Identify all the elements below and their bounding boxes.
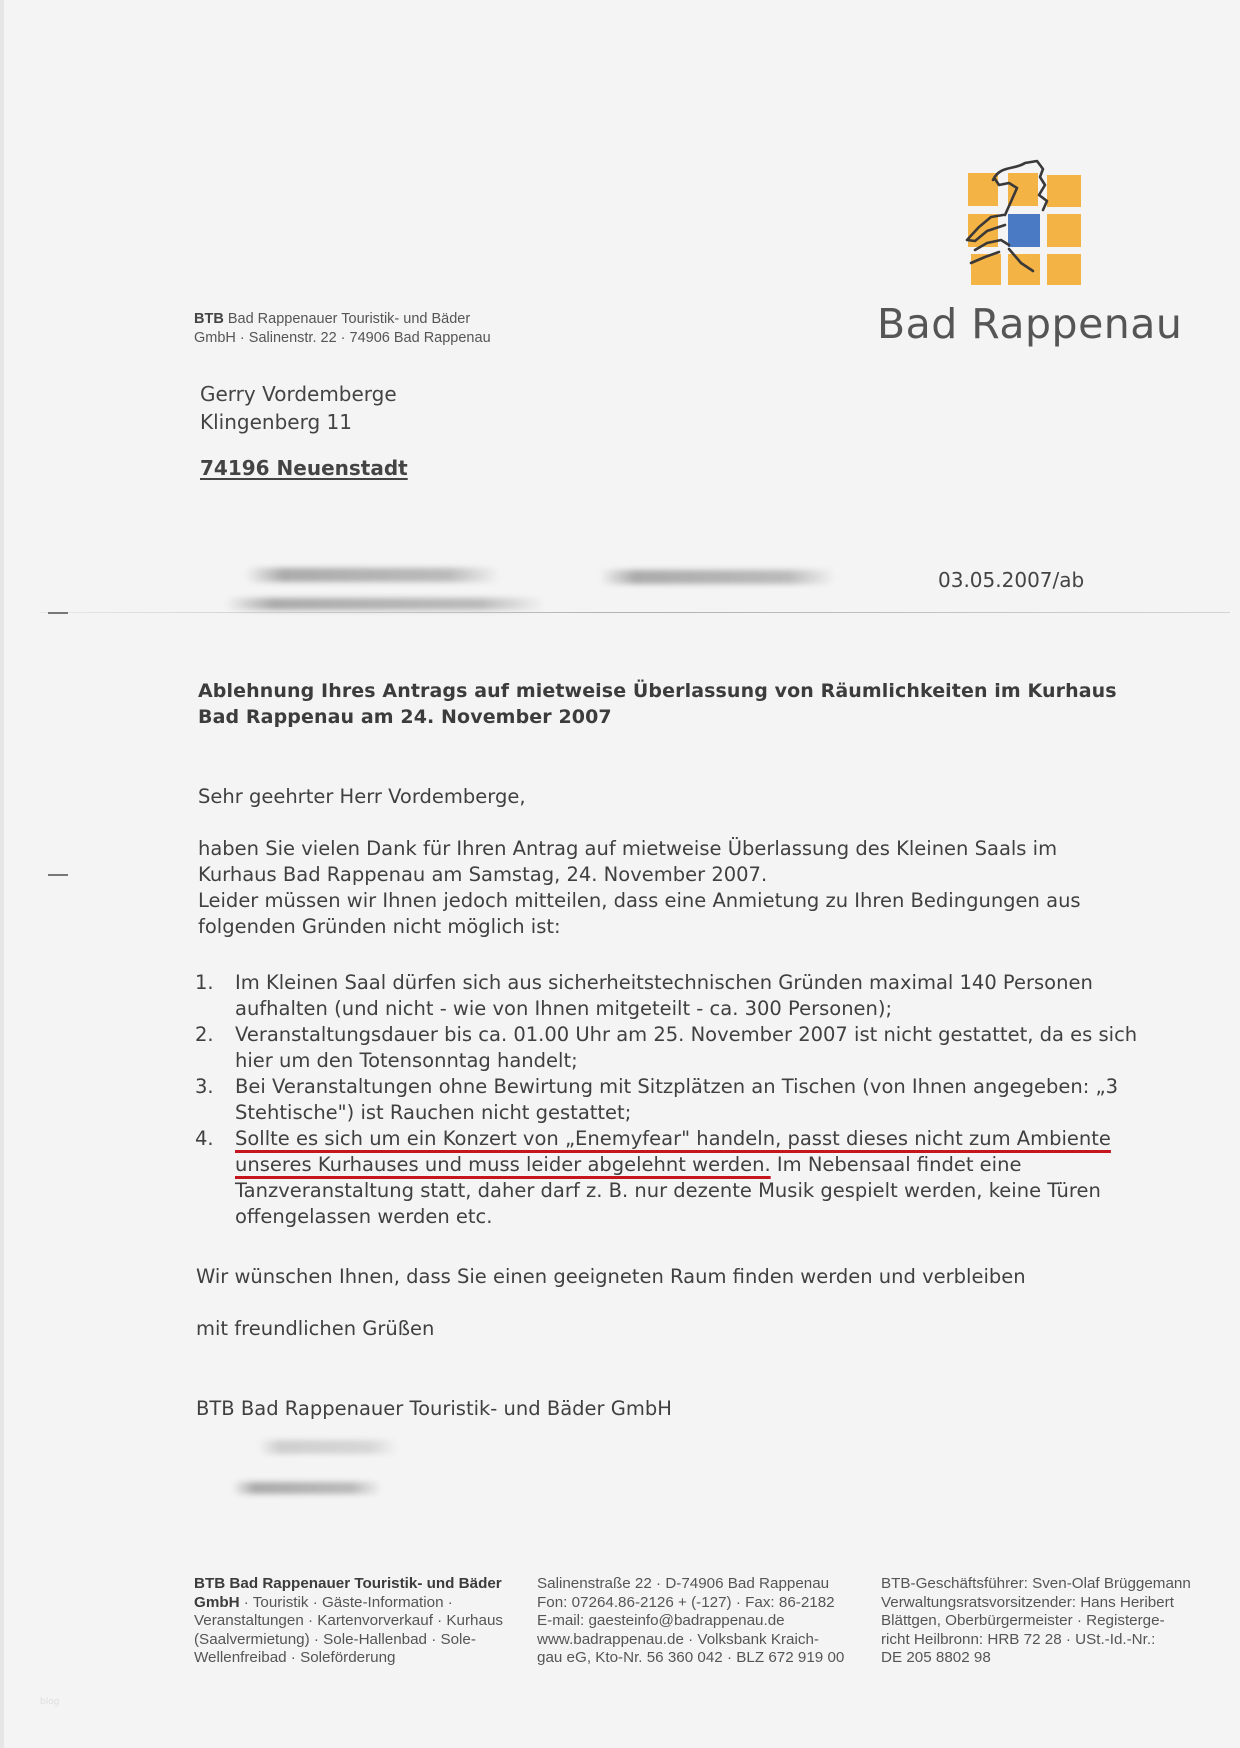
recipient-street: Klingenberg 11 bbox=[200, 410, 352, 434]
intro-line: haben Sie vielen Dank für Ihren Antrag auf mietweise Überlassung des Kleinen Saals im bbox=[198, 837, 1058, 860]
intro-line: folgenden Gründen nicht möglich ist: bbox=[198, 915, 561, 938]
footer-company-name: BTB Bad Rappenauer Touristik- und Bäder GmbH bbox=[194, 1575, 502, 1611]
brand-wordmark: Bad Rappenau bbox=[877, 300, 1183, 348]
footer-email: E-mail: gaesteinfo@badrappenau.de bbox=[537, 1612, 785, 1629]
reason-number: 3. bbox=[195, 1075, 214, 1098]
red-underlined-text: Sollte es sich um ein Konzert von „Enemyfear" handeln, passt dieses nicht zum Ambiente unseres Kurhauses und muss leider abgelehnt werden. bbox=[235, 1127, 1111, 1176]
redacted-signature bbox=[258, 1440, 398, 1454]
footer-address: Salinenstraße 22 · D-74906 Bad Rappenau bbox=[537, 1575, 830, 1592]
footer-legal-line: DE 205 8802 98 bbox=[881, 1649, 991, 1666]
footer-company-services bbox=[194, 1575, 514, 1668]
reason-item bbox=[195, 1126, 1155, 1230]
footer-phone-fax: Fon: 07264.86-2126 + (-127) · Fax: 86-2182 bbox=[537, 1593, 835, 1611]
sender-line-1: Bad Rappenauer Touristik- und Bäder bbox=[223, 311, 471, 327]
reason-number: 1. bbox=[195, 971, 214, 994]
fold-line bbox=[40, 612, 1230, 613]
recipient-name: Gerry Vordemberge bbox=[200, 382, 397, 406]
salutation: Sehr geehrter Herr Vordemberge, bbox=[198, 785, 526, 808]
reasons-list bbox=[195, 970, 1155, 1230]
footer-contact bbox=[537, 1575, 862, 1668]
footer-legal-line: richt Heilbronn: HRB 72 28 · USt.-Id.-Nr.: bbox=[881, 1630, 1156, 1648]
reason-text: Bei Veranstaltungen ohne Bewirtung mit Sitzplätzen an Tischen (von Ihnen angegeben: „3 Stehtische") ist Rauchen nicht gestattet; bbox=[235, 1075, 1119, 1124]
sender-return-address bbox=[194, 310, 491, 348]
footer-legal-line: Verwaltungsratsvorsitzender: Hans Heribert bbox=[881, 1593, 1174, 1611]
recipient-address bbox=[200, 380, 408, 482]
footer-web-bank: www.badrappenau.de · Volksbank Kraich- bbox=[537, 1630, 819, 1648]
bad-rappenau-logo-icon bbox=[965, 155, 1100, 285]
reason-number: 4. bbox=[195, 1127, 214, 1150]
page-edge bbox=[0, 0, 4, 1748]
redacted-reference-3 bbox=[225, 598, 545, 610]
reason-number: 2. bbox=[195, 1023, 214, 1046]
footer-legal-line: BTB-Geschäftsführer: Sven-Olaf Brüggemann bbox=[881, 1575, 1191, 1592]
letter-date: 03.05.2007/ab bbox=[938, 568, 1085, 592]
signature-company: BTB Bad Rappenauer Touristik- und Bäder GmbH bbox=[196, 1397, 672, 1420]
redacted-reference-2 bbox=[600, 570, 835, 584]
fold-mark-top bbox=[48, 612, 68, 614]
redacted-reference-1 bbox=[245, 568, 500, 582]
intro-line: Leider müssen wir Ihnen jedoch mitteilen, dass eine Anmietung zu Ihren Bedingungen aus bbox=[198, 889, 1081, 912]
footer-legal-line: Blättgen, Oberbürgermeister · Registerge- bbox=[881, 1612, 1165, 1629]
closing-sentence: Wir wünschen Ihnen, dass Sie einen geeigneten Raum finden werden und verbleiben bbox=[196, 1265, 1026, 1288]
sender-abbrev: BTB bbox=[194, 311, 224, 327]
reason-item bbox=[195, 970, 1155, 1022]
intro-line: Kurhaus Bad Rappenau am Samstag, 24. November 2007. bbox=[198, 863, 768, 886]
regards: mit freundlichen Grüßen bbox=[196, 1317, 435, 1340]
footer-legal bbox=[881, 1575, 1211, 1668]
footer-bank-account: gau eG, Kto-Nr. 56 360 042 · BLZ 672 919 00 bbox=[537, 1649, 845, 1666]
fold-mark-middle bbox=[48, 874, 68, 876]
redacted-signer-name bbox=[232, 1482, 382, 1494]
footer-services: · Touristik · Gäste-Information · Veranstaltungen · Kartenvorverkauf · Kurhaus (Saalvermietung) · Sole-Hallenbad · Sole-Wellenfreibad · Soleförderung bbox=[194, 1593, 503, 1666]
reason-item bbox=[195, 1074, 1155, 1126]
reason-text: Im Kleinen Saal dürfen sich aus sicherheitstechnischen Gründen maximal 140 Personen aufhalten (und nicht - wie von Ihnen mitgeteilt - ca. 300 Personen); bbox=[235, 971, 1093, 1020]
corner-watermark: blog bbox=[40, 1697, 60, 1707]
sender-line-2: GmbH · Salinenstr. 22 · 74906 Bad Rappenau bbox=[194, 330, 491, 346]
recipient-city: 74196 Neuenstadt bbox=[200, 456, 408, 480]
intro-paragraph bbox=[198, 836, 1178, 940]
reason-text: Veranstaltungsdauer bis ca. 01.00 Uhr am 25. November 2007 ist nicht gestattet, da es sich hier um den Totensonntag handelt; bbox=[235, 1023, 1138, 1072]
reason-text: Im Nebensaal findet eine Tanzveranstaltung statt, daher darf z. B. nur dezente Musik gespielt werden, keine Türen offengelassen werden etc. bbox=[235, 1153, 1101, 1228]
reason-item bbox=[195, 1022, 1155, 1074]
letter-subject: Ablehnung Ihres Antrags auf mietweise Überlassung von Räumlichkeiten im Kurhaus Bad Rappenau am 24. November 2007 bbox=[198, 680, 1117, 728]
